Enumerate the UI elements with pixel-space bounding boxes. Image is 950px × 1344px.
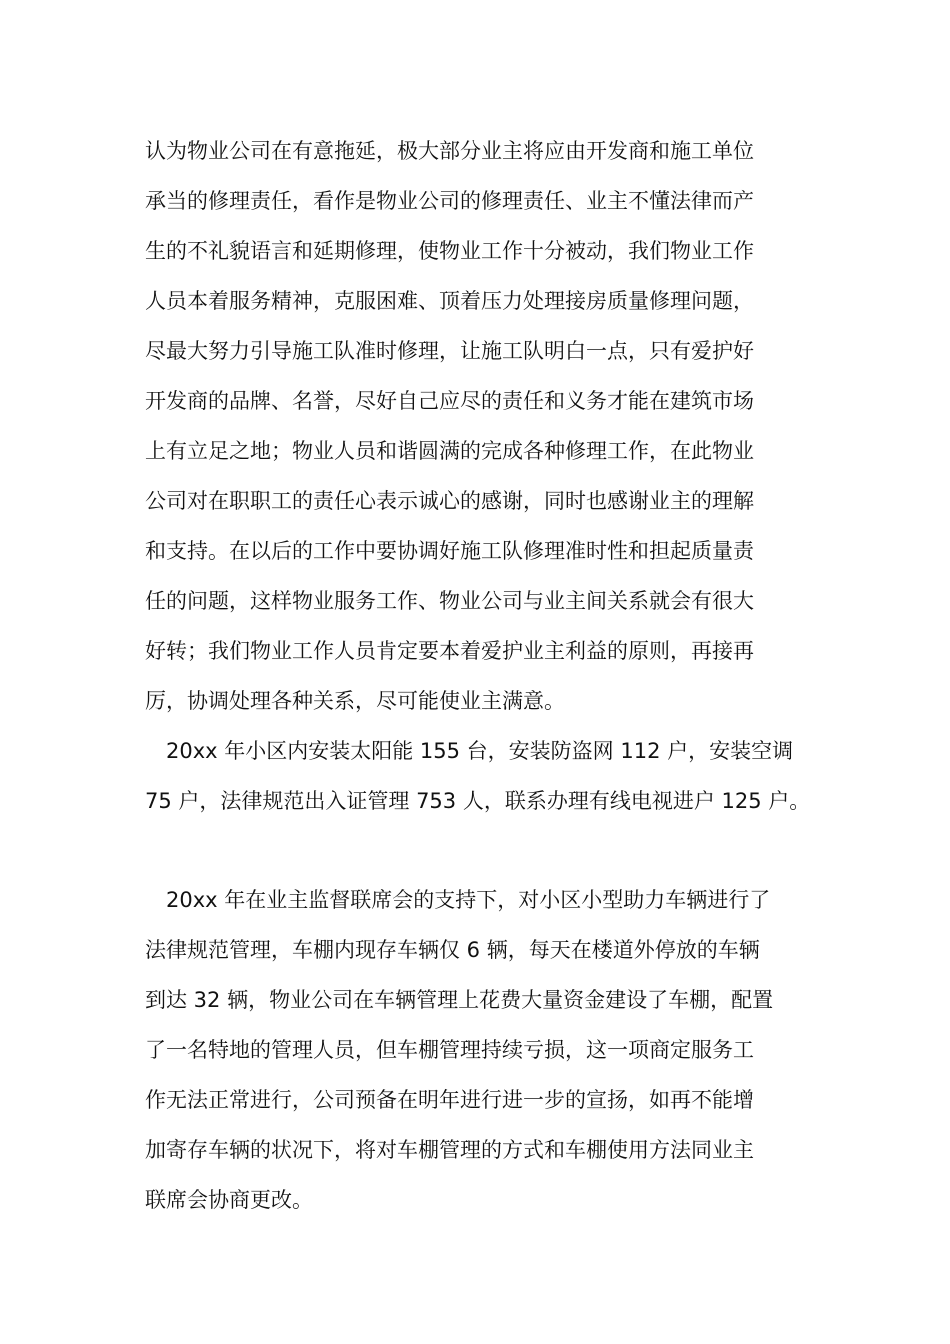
paragraph-line: 开发商的品牌、名誉，尽好自己应尽的责任和义务才能在建筑市场 (145, 389, 754, 413)
paragraph-line: 法律规范管理，车棚内现存车辆仅 6 辆，每天在楼道外停放的车辆 (145, 938, 760, 962)
paragraph-line: 和支持。在以后的工作中要协调好施工队修理准时性和担起质量责 (145, 539, 754, 563)
paragraph-line: 上有立足之地；物业人员和谐圆满的完成各种修理工作，在此物业 (145, 439, 754, 463)
paragraph-line: 尽最大努力引导施工队准时修理，让施工队明白一点，只有爱护好 (145, 339, 754, 363)
paragraph-line: 认为物业公司在有意拖延，极大部分业主将应由开发商和施工单位 (145, 139, 754, 163)
paragraph-line: 加寄存车辆的状况下，将对车棚管理的方式和车棚使用方法同业主 (145, 1138, 754, 1162)
paragraph-line: 好转；我们物业工作人员肯定要本着爱护业主利益的原则，再接再 (145, 639, 754, 663)
paragraph-line: 75 户，法律规范出入证管理 753 人，联系办理有线电视进户 125 户。 (145, 789, 811, 813)
paragraph-line: 20xx 年在业主监督联席会的支持下，对小区小型助力车辆进行了 (166, 888, 771, 912)
paragraph-line: 公司对在职职工的责任心表示诚心的感谢，同时也感谢业主的理解 (145, 489, 754, 513)
paragraph-line: 作无法正常进行，公司预备在明年进行进一步的宣扬，如再不能增 (145, 1088, 754, 1112)
paragraph-line: 人员本着服务精神，克服困难、顶着压力处理接房质量修理问题， (145, 289, 754, 313)
paragraph-line: 任的问题，这样物业服务工作、物业公司与业主间关系就会有很大 (145, 589, 754, 613)
paragraph-line: 到达 32 辆，物业公司在车辆管理上花费大量资金建设了车棚，配置 (145, 988, 774, 1012)
paragraph-line: 厉，协调处理各种关系，尽可能使业主满意。 (145, 689, 565, 713)
paragraph-line: 生的不礼貌语言和延期修理，使物业工作十分被动，我们物业工作 (145, 239, 754, 263)
paragraph-line: 承当的修理责任，看作是物业公司的修理责任、业主不懂法律而产 (145, 189, 754, 213)
paragraph-line: 了一名特地的管理人员，但车棚管理持续亏损，这一项商定服务工 (145, 1038, 754, 1062)
paragraph-line: 联席会协商更改。 (145, 1188, 313, 1212)
paragraph-line: 20xx 年小区内安装太阳能 155 台，安装防盗网 112 户，安装空调 (166, 739, 794, 763)
